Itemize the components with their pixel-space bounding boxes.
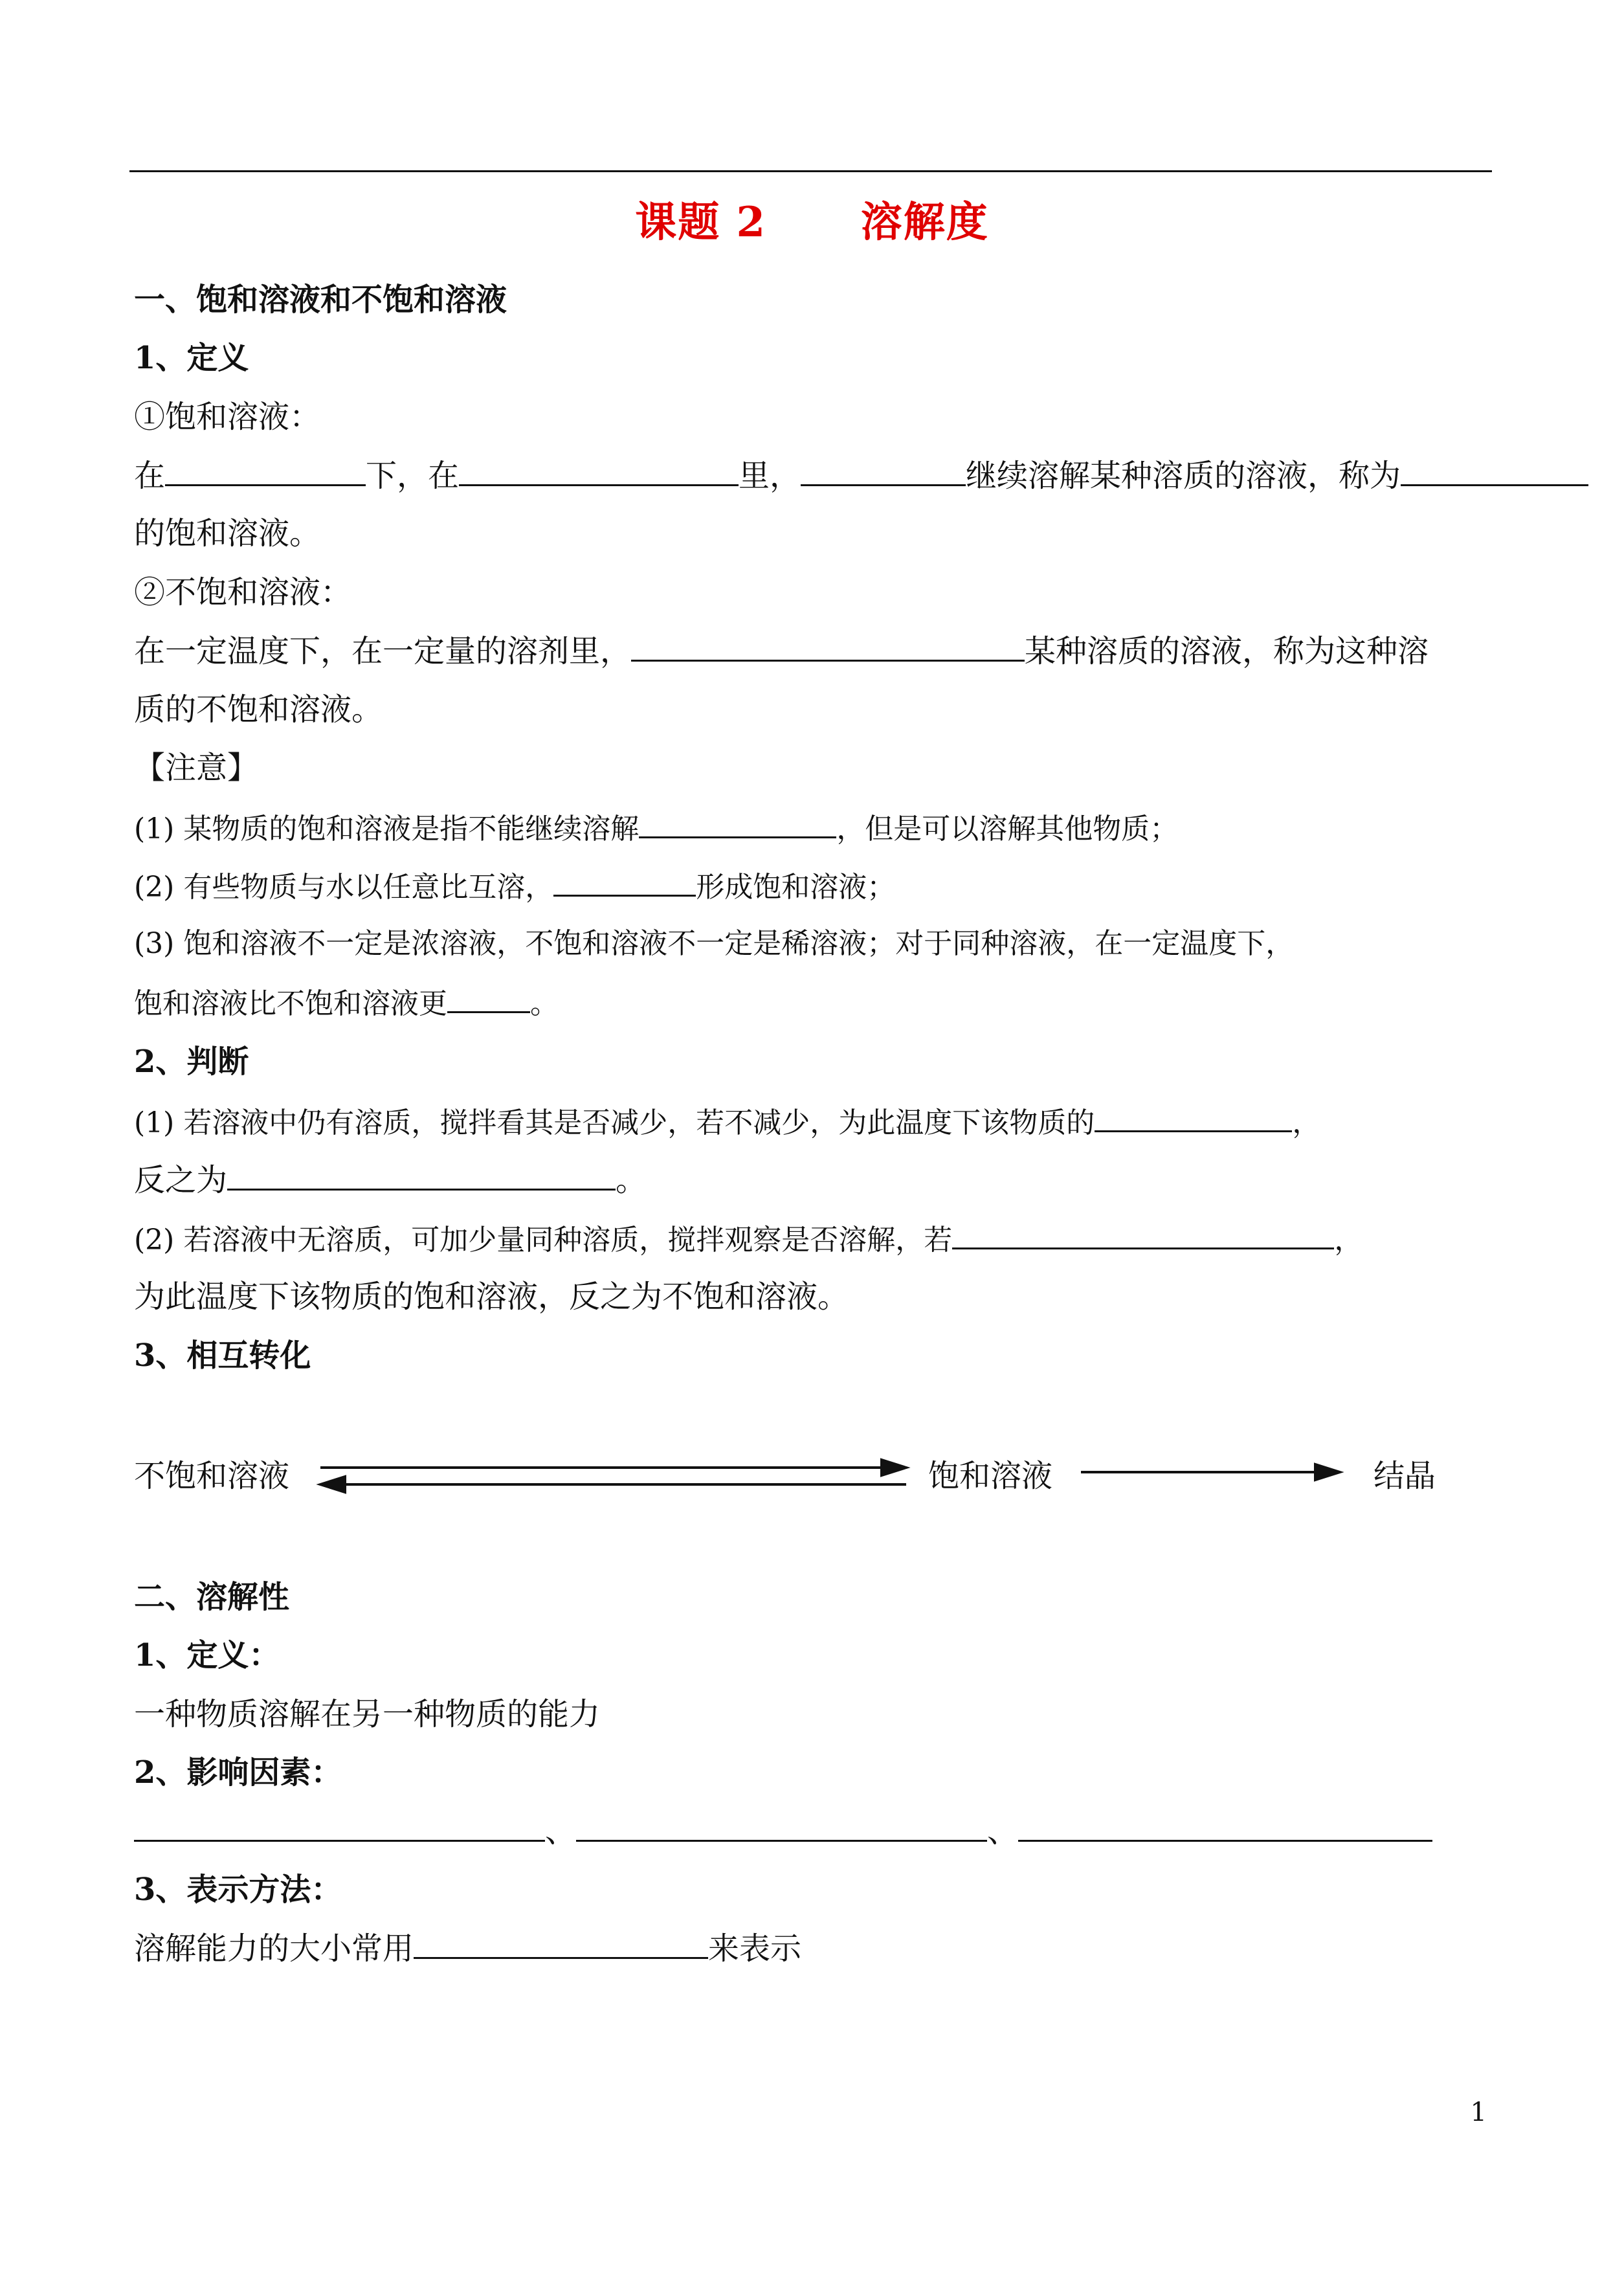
text: 形成饱和溶液；: [696, 871, 896, 904]
unsaturated-label: ②不饱和溶液：: [134, 574, 352, 610]
text: (1) 某物质的饱和溶液是指不能继续溶解: [134, 812, 640, 845]
arrow-head-right: [882, 1460, 906, 1475]
arrow-head-crystal: [1315, 1464, 1340, 1480]
solubility-definition: 一种物质溶解在另一种物质的能力: [134, 1696, 601, 1732]
note-3: (3) 饱和溶液不一定是浓溶液，不饱和溶液不一定是稀溶液；对于同种溶液，在一定温度下，: [134, 927, 1295, 960]
judge-heading: 2、判断: [134, 1044, 249, 1080]
conversion-heading: 3、相互转化: [134, 1337, 311, 1374]
blank-factor-3[interactable]: [1018, 1811, 1432, 1842]
blank-factor-2[interactable]: [576, 1811, 987, 1842]
text: 饱和溶液比不饱和溶液更: [134, 987, 447, 1020]
text: 某种溶质的溶液，称为这种溶: [1025, 633, 1429, 669]
blank-method[interactable]: [414, 1929, 708, 1959]
separator: 、: [545, 1813, 577, 1850]
text: ，: [1334, 1224, 1363, 1257]
text: ，但是可以溶解其他物质；: [836, 812, 1179, 845]
page-number: 1: [1470, 2097, 1487, 2127]
definition-heading: 1、定义: [134, 340, 249, 376]
text: 来表示: [708, 1930, 802, 1967]
method-heading: 3、表示方法：: [134, 1872, 342, 1908]
arrow-head-left: [320, 1477, 345, 1492]
text: 在: [134, 458, 166, 494]
factors-blanks: [134, 1811, 1432, 1851]
text: (2) 有些物质与水以任意比互溶，: [134, 871, 554, 904]
conversion-saturated: 饱和溶液: [928, 1458, 1053, 1494]
conversion-crystal: 结晶: [1374, 1458, 1436, 1494]
section1-heading: 一、饱和溶液和不饱和溶液: [134, 282, 507, 318]
blank-factor-1[interactable]: [134, 1811, 545, 1842]
page-title: 课题 2 溶解度: [635, 198, 989, 247]
unsaturated-definition-end: 质的不饱和溶液。: [134, 691, 383, 728]
section2-heading: 二、溶解性: [134, 1579, 290, 1615]
text: 里，: [739, 458, 801, 494]
text: 反之为: [134, 1162, 228, 1198]
judge-2-continued: 为此温度下该物质的饱和溶液，反之为不饱和溶液。: [134, 1279, 849, 1315]
solubility-definition-heading: 1、定义：: [134, 1637, 280, 1673]
text: 。: [530, 987, 559, 1020]
text: 继续溶解某种溶质的溶液，称为: [966, 458, 1401, 494]
conversion-unsaturated: 不饱和溶液: [134, 1458, 290, 1494]
text: 下，在: [366, 458, 460, 494]
text: (2) 若溶液中无溶质，可加少量同种溶质，搅拌观察是否溶解，若: [134, 1224, 953, 1257]
text: 在一定温度下，在一定量的溶剂里，: [134, 633, 632, 669]
saturated-label: ①饱和溶液：: [134, 399, 321, 435]
separator: 、: [987, 1813, 1019, 1850]
text: ，: [1292, 1106, 1321, 1139]
text: (1) 若溶液中仍有溶质，搅拌看其是否减少，若不减少，为此温度下该物质的: [134, 1106, 1095, 1139]
text: 溶解能力的大小常用: [134, 1930, 414, 1967]
saturated-definition-end: 的饱和溶液。: [134, 515, 321, 552]
notice-label: 【注意】: [134, 750, 259, 786]
method-text: [134, 1929, 801, 1968]
factors-heading: 2、影响因素：: [134, 1754, 342, 1791]
text: 。: [616, 1162, 647, 1198]
